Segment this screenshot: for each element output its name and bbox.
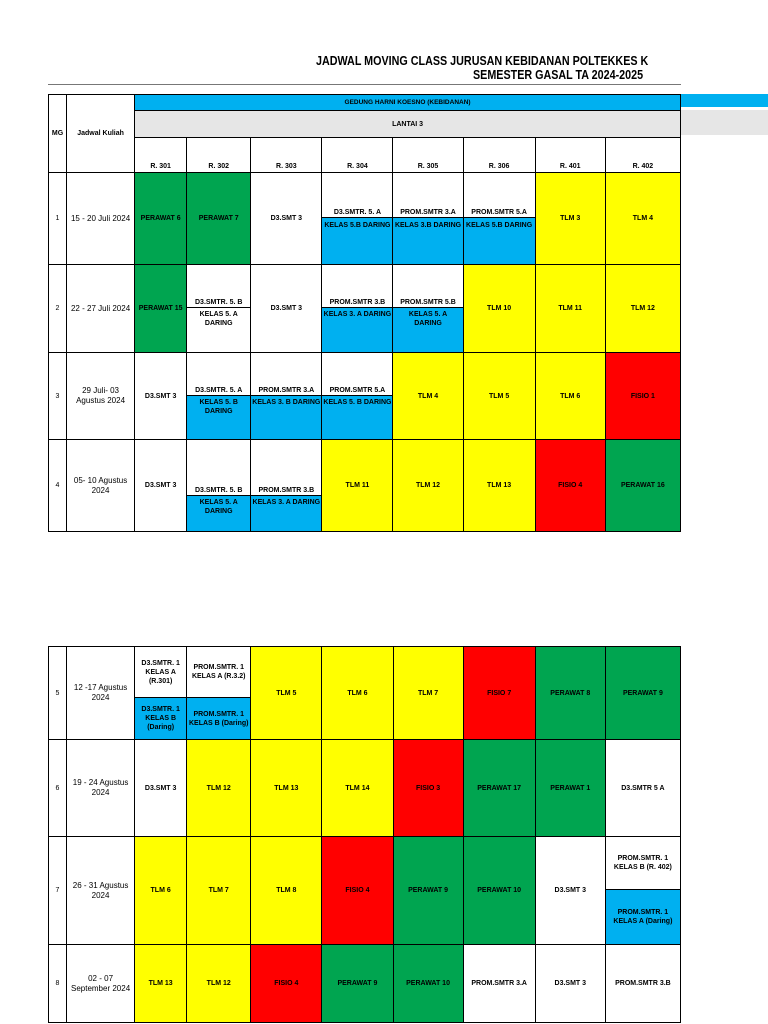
document-title: JADWAL MOVING CLASS JURUSAN KEBIDANAN POLTEKKES K [316, 54, 649, 68]
cell-402-daring: PROM.SMTR. 1 KELAS A (Daring) [605, 890, 680, 945]
week-number: 5 [49, 647, 67, 740]
cell-301: D3.SMT 3 [135, 740, 187, 837]
week-number: 3 [49, 353, 67, 440]
cell-301: D3.SMT 3 [135, 440, 187, 532]
room-header-401: R. 401 [535, 138, 605, 173]
cell-306: TLM 13 [463, 440, 535, 532]
week-dates: 19 - 24 Agustus 2024 [67, 740, 135, 837]
room-header-303: R. 303 [251, 138, 322, 173]
cell-302: PROM.SMTR. 1 KELAS A (R.3.2) [187, 647, 251, 698]
schedule-table-top [48, 94, 681, 532]
room-header-305: R. 305 [393, 138, 463, 173]
cell-301: PERAWAT 6 [135, 173, 187, 265]
cell-303: FISIO 4 [251, 945, 322, 1023]
cell-302: TLM 7 [187, 837, 251, 945]
cell-305: PROM.SMTR 5.B [393, 265, 463, 308]
cell-303: PROM.SMTR 3.A [251, 353, 322, 396]
week-number: 7 [49, 837, 67, 945]
cell-301: TLM 13 [135, 945, 187, 1023]
week-dates: 05- 10 Agustus 2024 [67, 440, 135, 532]
cell-306-daring: KELAS 5.B DARING [463, 218, 535, 265]
cell-306: TLM 10 [463, 265, 535, 353]
cell-303-daring: KELAS 3. B DARING [251, 396, 322, 440]
cell-302: D3.SMTR. 5. A [187, 353, 251, 396]
cell-304-daring: KELAS 5. B DARING [322, 396, 393, 440]
room-header-301: R. 301 [135, 138, 187, 173]
week-number: 2 [49, 265, 67, 353]
cell-303: TLM 5 [251, 647, 322, 740]
cell-402: D3.SMTR 5 A [605, 740, 680, 837]
cell-303-daring: KELAS 3. A DARING [251, 496, 322, 532]
cell-305: FISIO 3 [393, 740, 463, 837]
cell-401: FISIO 4 [535, 440, 605, 532]
cell-304: TLM 14 [322, 740, 393, 837]
room-header-306: R. 306 [463, 138, 535, 173]
cell-302-daring: KELAS 5. A DARING [187, 496, 251, 532]
cell-304: FISIO 4 [322, 837, 393, 945]
document-subtitle: SEMESTER GASAL TA 2024-2025 [473, 68, 644, 82]
cell-305-daring: KELAS 3.B DARING [393, 218, 463, 265]
cell-401: PERAWAT 8 [535, 647, 605, 740]
cell-402: FISIO 1 [605, 353, 680, 440]
cell-305: TLM 7 [393, 647, 463, 740]
title-rule [48, 84, 681, 85]
week-number: 6 [49, 740, 67, 837]
cell-301: PERAWAT 15 [135, 265, 187, 353]
cell-402: PROM.SMTR 3.B [605, 945, 680, 1023]
cell-401: TLM 6 [535, 353, 605, 440]
cell-302: D3.SMTR. 5. B [187, 265, 251, 308]
cell-401: D3.SMT 3 [535, 945, 605, 1023]
week-dates: 15 - 20 Juli 2024 [67, 173, 135, 265]
week-dates: 26 - 31 Agustus 2024 [67, 837, 135, 945]
cell-305: TLM 12 [393, 440, 463, 532]
week-dates: 12 -17 Agustus 2024 [67, 647, 135, 740]
cell-303: PROM.SMTR 3.B [251, 440, 322, 496]
cell-402: TLM 12 [605, 265, 680, 353]
cell-301: D3.SMTR. 1 KELAS A (R.301) [135, 647, 187, 698]
room-header-304: R. 304 [322, 138, 393, 173]
cell-302: TLM 12 [187, 740, 251, 837]
cell-304: TLM 6 [322, 647, 393, 740]
cell-303: D3.SMT 3 [251, 173, 322, 265]
cell-303: D3.SMT 3 [251, 265, 322, 353]
cell-306: PROM.SMTR 5.A [463, 173, 535, 218]
week-number: 1 [49, 173, 67, 265]
cell-302: TLM 12 [187, 945, 251, 1023]
cell-402: PERAWAT 16 [605, 440, 680, 532]
header-lantai: LANTAI 3 [135, 111, 681, 138]
cell-306: PERAWAT 17 [463, 740, 535, 837]
week-dates: 02 - 07 September 2024 [67, 945, 135, 1023]
cell-301: D3.SMT 3 [135, 353, 187, 440]
week-number: 4 [49, 440, 67, 532]
cell-306: FISIO 7 [463, 647, 535, 740]
cell-304-daring: KELAS 3. A DARING [322, 308, 393, 353]
header-band-blue [681, 94, 768, 107]
cell-305: PROM.SMTR 3.A [393, 173, 463, 218]
cell-401: PERAWAT 1 [535, 740, 605, 837]
cell-302: PERAWAT 7 [187, 173, 251, 265]
cell-401: D3.SMT 3 [535, 837, 605, 945]
header-mg: MG [49, 95, 67, 173]
cell-302-daring: KELAS 5. A DARING [187, 308, 251, 353]
cell-305-daring: KELAS 5. A DARING [393, 308, 463, 353]
cell-304: PROM.SMTR 3.B [322, 265, 393, 308]
header-gedung: GEDUNG HARNI KOESNO (KEBIDANAN) [135, 95, 681, 111]
cell-304: PERAWAT 9 [322, 945, 393, 1023]
cell-305: TLM 4 [393, 353, 463, 440]
room-header-302: R. 302 [187, 138, 251, 173]
cell-305: PERAWAT 10 [393, 945, 463, 1023]
cell-303: TLM 13 [251, 740, 322, 837]
schedule-table-bottom [48, 646, 681, 1023]
cell-401: TLM 3 [535, 173, 605, 265]
cell-302: D3.SMTR. 5. B [187, 440, 251, 496]
room-header-402: R. 402 [605, 138, 680, 173]
cell-305: PERAWAT 9 [393, 837, 463, 945]
week-dates: 29 Juli- 03 Agustus 2024 [67, 353, 135, 440]
cell-301: TLM 6 [135, 837, 187, 945]
cell-306: TLM 5 [463, 353, 535, 440]
cell-401: TLM 11 [535, 265, 605, 353]
cell-402: TLM 4 [605, 173, 680, 265]
cell-304: PROM.SMTR 5.A [322, 353, 393, 396]
cell-402: PERAWAT 9 [605, 647, 680, 740]
cell-302-daring: PROM.SMTR. 1 KELAS B (Daring) [187, 698, 251, 740]
cell-306: PROM.SMTR 3.A [463, 945, 535, 1023]
cell-302-daring: KELAS 5. B DARING [187, 396, 251, 440]
cell-306: PERAWAT 10 [463, 837, 535, 945]
header-jadwal: Jadwal Kuliah [67, 95, 135, 173]
cell-304: D3.SMTR. 5. A [322, 173, 393, 218]
cell-301-daring: D3.SMTR. 1 KELAS B (Daring) [135, 698, 187, 740]
cell-304-daring: KELAS 5.B DARING [322, 218, 393, 265]
header-band-grey [681, 110, 768, 135]
week-dates: 22 - 27 Juli 2024 [67, 265, 135, 353]
week-number: 8 [49, 945, 67, 1023]
cell-304: TLM 11 [322, 440, 393, 532]
cell-402: PROM.SMTR. 1 KELAS B (R. 402) [605, 837, 680, 890]
cell-303: TLM 8 [251, 837, 322, 945]
